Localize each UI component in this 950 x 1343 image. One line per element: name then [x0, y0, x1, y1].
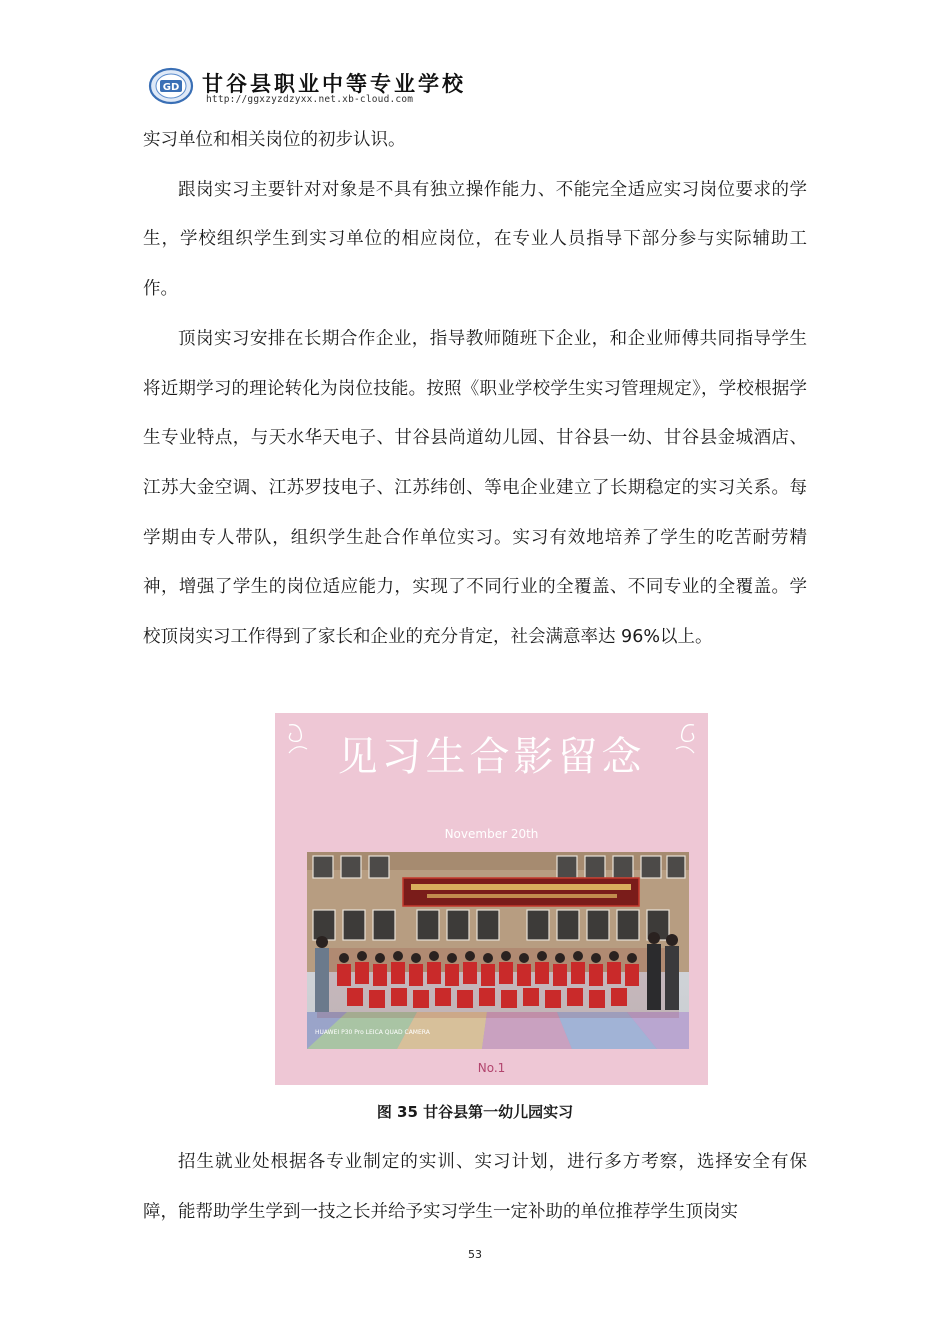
school-name: 甘谷县职业中等专业学校 [202, 71, 466, 96]
paragraph-4: 招生就业处根据各专业制定的实训、实习计划，进行多方考察，选择安全有保障，能帮助学生学到一技之长并给予实习学生一定补助的单位推荐学生顶岗实 [143, 1152, 807, 1222]
figure-photo [275, 713, 708, 1085]
photo-date: November 20th [444, 827, 539, 841]
photo-number: No.1 [477, 1061, 506, 1075]
body-text-continued [143, 1138, 807, 1237]
group-photo-image [307, 852, 689, 1049]
photo-title: 见习生合影留念 [337, 734, 646, 780]
page-number: 53 [468, 1248, 482, 1261]
camera-watermark: HUAWEI P30 Pro LEICA QUAD CAMERA [315, 1029, 430, 1036]
school-url: http://ggxzyzdzyxx.net.xb-cloud.com [206, 94, 414, 105]
paragraph-2: 跟岗实习主要针对对象是不具有独立操作能力、不能完全适应实习岗位要求的学生，学校组织学生到实习单位的相应岗位，在专业人员指导下部分参与实际辅助工作。 [143, 179, 807, 300]
school-logo-icon [148, 66, 194, 106]
body-text [143, 116, 807, 663]
page-header [148, 66, 508, 106]
figure-caption: 图 35 甘谷县第一幼儿园实习 [376, 1103, 574, 1121]
logo-text: GD [162, 82, 180, 93]
paragraph-1: 实习单位和相关岗位的初步认识。 [143, 130, 406, 150]
paragraph-3: 顶岗实习安排在长期合作企业，指导教师随班下企业，和企业师傅共同指导学生将近期学习的理论转化为岗位技能。按照《职业学校学生实习管理规定》，学校根据学生专业特点，与天水华天电子、甘谷县尚道幼儿园、甘谷县一幼、甘谷县金城酒店、江苏大金空调、江苏罗技电子、江苏纬创、等电企业建立了长期稳定的实习关系。每学期由专人带队，组织学生赴合作单位实习。实习有效地培养了学生的吃苦耐劳精神，增强了学生的岗位适应能力，实现了不同行业的全覆盖、不同专业的全覆盖。学校顶岗实习工作得到了家长和企业的充分肯定，社会满意率达 96%以上。 [143, 328, 807, 648]
